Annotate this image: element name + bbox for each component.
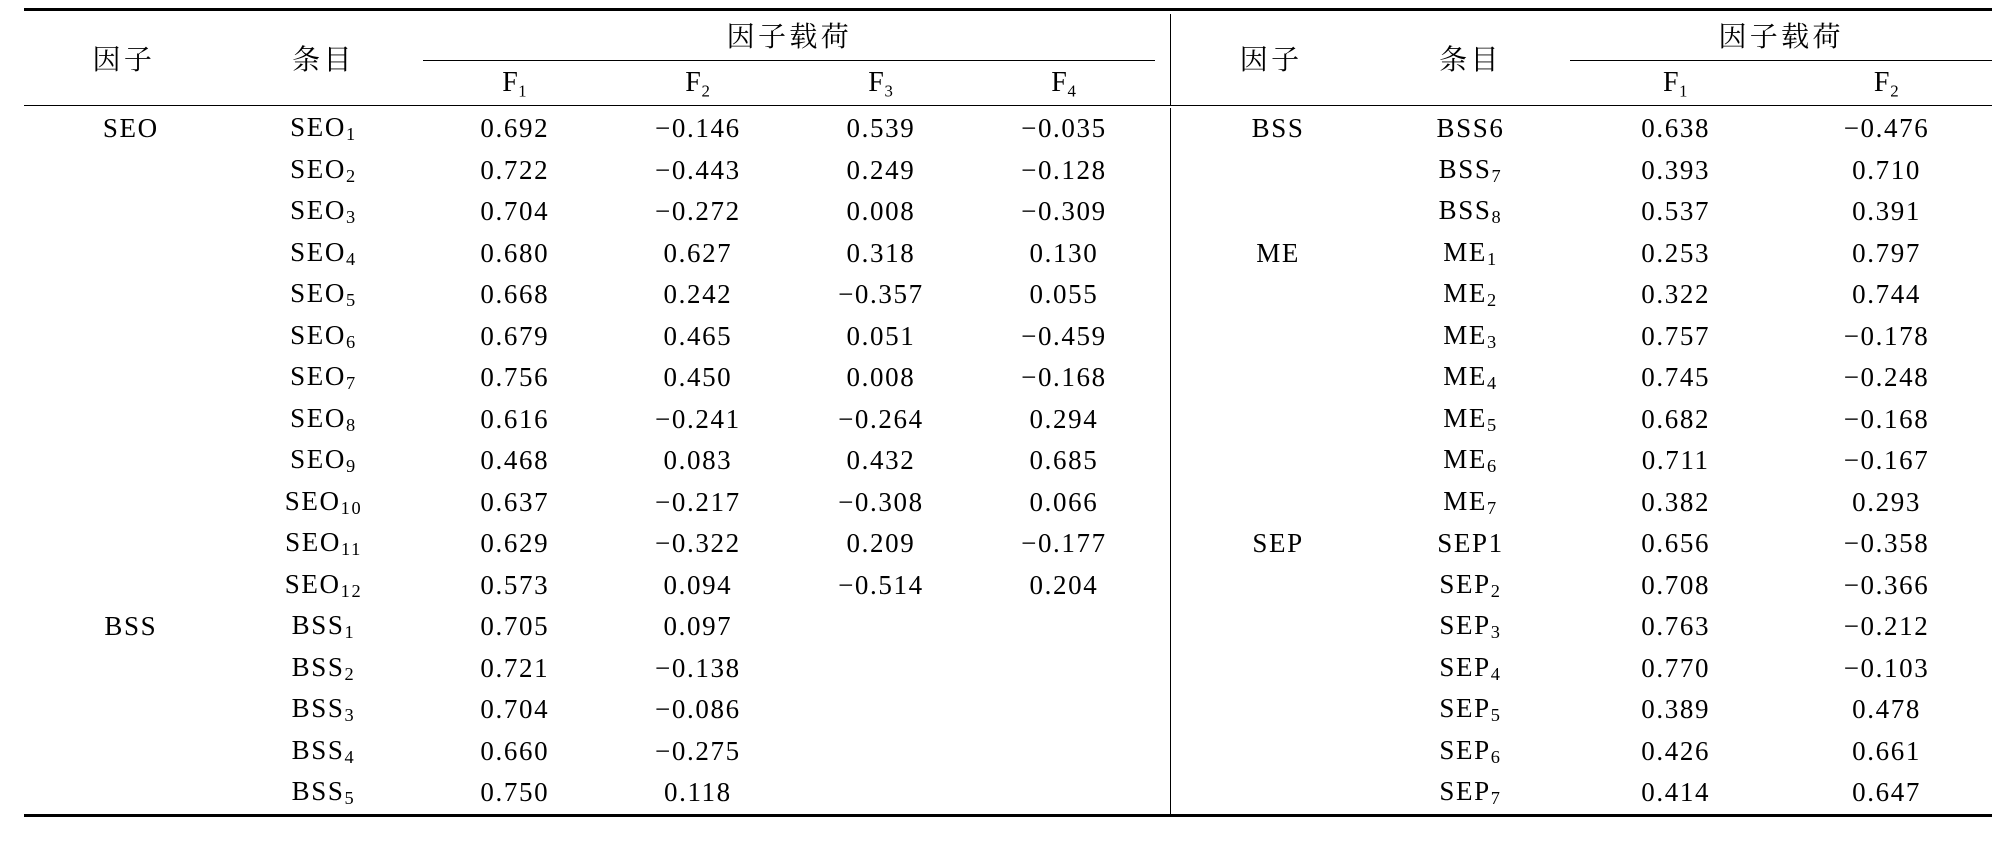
value-left-13-2	[789, 648, 972, 690]
factor-label-left-4	[24, 274, 224, 316]
item-label-left-7: $SEO_8$	[290, 402, 357, 435]
value-left-8-2: 0.432	[846, 445, 916, 476]
factor-label-left-15	[24, 731, 224, 773]
value-left-12-1: 0.097	[663, 611, 733, 642]
row-gutter	[1155, 565, 1171, 607]
value-right-13-0: 0.770	[1641, 652, 1711, 683]
item-label-left-13: $BSS_2$	[291, 651, 356, 684]
value-right-2-1: 0.391	[1852, 196, 1921, 227]
value-left-15-3	[972, 731, 1155, 773]
header-right-f1: F₁	[1663, 67, 1689, 98]
factor-label-left-14	[24, 689, 224, 731]
factor-label-left-1	[24, 150, 224, 192]
value-left-0-2: 0.539	[846, 113, 916, 144]
value-left-9-2: −0.308	[838, 486, 924, 517]
table-row	[24, 482, 1992, 524]
header-left-item: 条目	[292, 42, 355, 76]
table-row	[24, 648, 1992, 690]
factor-label-left-10	[24, 523, 224, 565]
table-row	[24, 440, 1992, 482]
header-row-primary	[24, 14, 1992, 61]
value-left-15-1: −0.275	[655, 735, 741, 766]
value-right-5-1: −0.178	[1843, 320, 1930, 351]
value-left-9-1: −0.217	[655, 486, 741, 517]
value-left-16-3	[972, 772, 1155, 815]
item-label-right-7: $ME_5$	[1443, 402, 1498, 435]
row-gutter	[1155, 606, 1171, 648]
value-left-8-0: 0.468	[480, 445, 550, 476]
value-left-14-2	[789, 689, 972, 731]
table-row	[24, 108, 1992, 150]
table-row	[24, 150, 1992, 192]
item-label-left-14: $BSS_3$	[291, 693, 356, 726]
item-label-left-8: $SEO_9$	[290, 444, 357, 477]
item-label-right-12: $SEP_3$	[1439, 610, 1502, 643]
value-left-14-1: −0.086	[655, 694, 741, 725]
value-left-6-1: 0.450	[663, 362, 733, 393]
value-left-10-0: 0.629	[480, 528, 550, 559]
value-left-5-3: −0.459	[1021, 320, 1107, 351]
factor-label-right-5	[1171, 316, 1371, 358]
item-label-left-9: $SEO_{10}$	[284, 485, 363, 518]
value-left-8-1: 0.083	[663, 445, 733, 476]
value-left-3-0: 0.680	[480, 237, 550, 268]
table-body	[24, 10, 1992, 820]
value-left-11-1: 0.094	[663, 569, 733, 600]
header-right-f2: F₂	[1873, 67, 1900, 98]
item-label-left-2: $SEO_3$	[290, 195, 357, 228]
item-label-right-4: $ME_2$	[1443, 278, 1498, 311]
header-left-f4: F₄	[1051, 67, 1077, 98]
value-right-6-1: −0.248	[1843, 362, 1930, 393]
value-right-9-0: 0.382	[1641, 486, 1711, 517]
item-label-left-15: $BSS_4$	[291, 734, 356, 767]
item-label-right-5: $ME_3$	[1443, 319, 1498, 352]
value-right-8-0: 0.711	[1641, 445, 1710, 476]
value-left-13-3	[972, 648, 1155, 690]
value-right-11-1: −0.366	[1843, 569, 1930, 600]
value-left-8-3: 0.685	[1029, 445, 1099, 476]
value-left-12-0: 0.705	[480, 611, 550, 642]
row-gutter	[1155, 689, 1171, 731]
value-left-12-3	[972, 606, 1155, 648]
value-right-16-1: 0.647	[1852, 777, 1921, 808]
factor-label-left-16	[24, 772, 224, 815]
factor-label-right-2	[1171, 191, 1371, 233]
item-label-right-6: $ME_4$	[1443, 361, 1498, 394]
value-right-7-1: −0.168	[1843, 403, 1930, 434]
value-right-10-1: −0.358	[1843, 528, 1930, 559]
value-left-7-3: 0.294	[1029, 403, 1099, 434]
factor-label-right-8	[1171, 440, 1371, 482]
value-left-7-0: 0.616	[480, 403, 550, 434]
value-right-5-0: 0.757	[1641, 320, 1711, 351]
value-right-3-1: 0.797	[1852, 237, 1921, 268]
factor-label-right-13	[1171, 648, 1371, 690]
column-gutter	[1155, 14, 1171, 106]
value-left-5-1: 0.465	[663, 320, 733, 351]
table-row	[24, 565, 1992, 607]
value-left-6-2: 0.008	[846, 362, 916, 393]
table-row	[24, 316, 1992, 358]
value-right-9-1: 0.293	[1852, 486, 1921, 517]
value-right-1-0: 0.393	[1641, 154, 1711, 185]
value-left-10-1: −0.322	[655, 528, 741, 559]
value-right-1-1: 0.710	[1852, 154, 1921, 185]
value-left-11-3: 0.204	[1029, 569, 1099, 600]
value-left-16-2	[789, 772, 972, 815]
table-row	[24, 357, 1992, 399]
value-right-10-0: 0.656	[1641, 528, 1711, 559]
factor-label-left-9	[24, 482, 224, 524]
value-left-12-2	[789, 606, 972, 648]
table-row	[24, 689, 1992, 731]
value-left-15-0: 0.660	[480, 735, 550, 766]
value-left-4-0: 0.668	[480, 279, 550, 310]
row-gutter	[1155, 191, 1171, 233]
value-right-6-0: 0.745	[1641, 362, 1711, 393]
value-right-13-1: −0.103	[1843, 652, 1930, 683]
factor-label-right-6	[1171, 357, 1371, 399]
value-left-16-1: 0.118	[663, 777, 732, 808]
factor-label-left-8	[24, 440, 224, 482]
header-left-f2: F₂	[685, 67, 711, 98]
header-right-factor: 因子	[1171, 14, 1371, 106]
factor-label-right-11	[1171, 565, 1371, 607]
value-right-12-1: −0.212	[1843, 611, 1930, 642]
factor-label-left-2	[24, 191, 224, 233]
item-label-right-13: $SEP_4$	[1439, 651, 1502, 684]
factor-label-left-12: BSS	[104, 611, 158, 642]
item-label-right-2: $BSS_8$	[1438, 195, 1503, 228]
value-left-2-1: −0.272	[655, 196, 741, 227]
value-left-9-0: 0.637	[480, 486, 550, 517]
header-right-item: 条目	[1439, 42, 1502, 76]
item-label-left-1: $SEO_2$	[290, 153, 357, 186]
value-left-15-2	[789, 731, 972, 773]
factor-label-right-12	[1171, 606, 1371, 648]
value-right-15-0: 0.426	[1641, 735, 1711, 766]
factor-label-left-0: SEO	[102, 113, 159, 144]
item-label-left-12: $BSS_1$	[291, 610, 356, 643]
value-left-5-0: 0.679	[480, 320, 550, 351]
value-left-4-1: 0.242	[663, 279, 733, 310]
value-left-11-2: −0.514	[838, 569, 924, 600]
value-left-7-1: −0.241	[655, 403, 741, 434]
factor-label-left-6	[24, 357, 224, 399]
value-left-3-3: 0.130	[1029, 237, 1099, 268]
value-left-13-1: −0.138	[655, 652, 741, 683]
value-left-4-3: 0.055	[1029, 279, 1099, 310]
value-left-1-1: −0.443	[655, 154, 741, 185]
item-label-right-9: $ME_7$	[1443, 485, 1498, 518]
value-left-4-2: −0.357	[838, 279, 924, 310]
row-gutter	[1155, 648, 1171, 690]
table-row	[24, 523, 1992, 565]
row-gutter	[1155, 274, 1171, 316]
header-right-loading-group: 因子载荷	[1570, 14, 1992, 61]
factor-label-right-16	[1171, 772, 1371, 815]
item-label-left-11: $SEO_{12}$	[284, 568, 363, 601]
value-right-14-1: 0.478	[1852, 694, 1921, 725]
table-bottom-rule	[24, 815, 1992, 820]
factor-label-left-3	[24, 233, 224, 275]
factor-label-right-15	[1171, 731, 1371, 773]
item-label-right-3: $ME_1$	[1443, 236, 1498, 269]
item-label-right-8: $ME_6$	[1443, 444, 1498, 477]
factor-label-left-11	[24, 565, 224, 607]
row-gutter	[1155, 731, 1171, 773]
factor-label-right-7	[1171, 399, 1371, 441]
row-gutter	[1155, 440, 1171, 482]
value-right-14-0: 0.389	[1641, 694, 1711, 725]
value-left-13-0: 0.721	[480, 652, 550, 683]
row-gutter	[1155, 357, 1171, 399]
row-gutter	[1155, 233, 1171, 275]
row-gutter	[1155, 482, 1171, 524]
table-row	[24, 274, 1992, 316]
table-row	[24, 731, 1992, 773]
item-label-left-5: $SEO_6$	[290, 319, 357, 352]
table-row	[24, 399, 1992, 441]
value-left-0-1: −0.146	[655, 113, 741, 144]
value-right-16-0: 0.414	[1641, 777, 1711, 808]
item-label-left-10: $SEO_{11}$	[285, 527, 362, 560]
value-right-3-0: 0.253	[1641, 237, 1711, 268]
value-left-10-3: −0.177	[1021, 528, 1107, 559]
item-label-left-16: $BSS_5$	[291, 776, 356, 809]
value-right-4-0: 0.322	[1641, 279, 1711, 310]
item-label-left-6: $SEO_7$	[290, 361, 357, 394]
item-label-right-0: BSS6	[1436, 113, 1505, 144]
value-left-1-0: 0.722	[480, 154, 550, 185]
value-right-7-0: 0.682	[1641, 403, 1711, 434]
value-left-0-0: 0.692	[480, 113, 550, 144]
value-left-9-3: 0.066	[1029, 486, 1099, 517]
value-left-14-0: 0.704	[480, 694, 550, 725]
value-right-2-0: 0.537	[1641, 196, 1711, 227]
header-left-f3: F₃	[868, 67, 894, 98]
table-row	[24, 772, 1992, 815]
item-label-right-11: $SEP_2$	[1439, 568, 1502, 601]
value-right-4-1: 0.744	[1852, 279, 1921, 310]
table-row	[24, 233, 1992, 275]
value-left-7-2: −0.264	[838, 403, 924, 434]
value-left-2-2: 0.008	[846, 196, 916, 227]
row-gutter	[1155, 150, 1171, 192]
value-left-2-3: −0.309	[1021, 196, 1107, 227]
value-right-12-0: 0.763	[1641, 611, 1711, 642]
factor-label-left-13	[24, 648, 224, 690]
row-gutter	[1155, 399, 1171, 441]
row-gutter	[1155, 772, 1171, 815]
value-left-1-3: −0.128	[1021, 154, 1107, 185]
factor-label-right-10: SEP	[1171, 523, 1371, 565]
value-left-3-2: 0.318	[846, 237, 916, 268]
item-label-left-0: $SEO_1$	[290, 112, 357, 145]
value-left-11-0: 0.573	[480, 569, 550, 600]
factor-label-left-5	[24, 316, 224, 358]
row-gutter	[1155, 108, 1171, 150]
value-right-0-1: −0.476	[1843, 113, 1930, 144]
value-left-10-2: 0.209	[846, 528, 916, 559]
factor-label-right-14	[1171, 689, 1371, 731]
item-label-right-1: $BSS_7$	[1438, 153, 1503, 186]
value-left-16-0: 0.750	[480, 777, 550, 808]
header-left-factor: 因子	[92, 42, 156, 76]
factor-label-right-0: BSS	[1171, 108, 1371, 150]
value-right-8-1: −0.167	[1843, 445, 1930, 476]
value-left-14-3	[972, 689, 1155, 731]
item-label-right-15: $SEP_6$	[1439, 734, 1502, 767]
factor-label-right-1	[1171, 150, 1371, 192]
item-label-right-10: SEP1	[1437, 528, 1504, 559]
factor-label-right-4	[1171, 274, 1371, 316]
factor-label-left-7	[24, 399, 224, 441]
row-gutter	[1155, 316, 1171, 358]
item-label-right-16: $SEP_7$	[1439, 776, 1502, 809]
table-row	[24, 606, 1992, 648]
value-left-3-1: 0.627	[663, 237, 733, 268]
factor-loading-table	[24, 8, 1992, 820]
value-left-0-3: −0.035	[1021, 113, 1107, 144]
value-left-1-2: 0.249	[846, 154, 916, 185]
header-left-f1: F₁	[502, 67, 528, 98]
factor-label-right-9	[1171, 482, 1371, 524]
item-label-right-14: $SEP_5$	[1439, 693, 1502, 726]
factor-label-right-3: ME	[1171, 233, 1371, 275]
row-gutter	[1155, 523, 1171, 565]
value-left-5-2: 0.051	[846, 320, 916, 351]
header-left-loading-group: 因子载荷	[423, 14, 1155, 61]
item-label-left-3: $SEO_4$	[290, 236, 357, 269]
table-row	[24, 191, 1992, 233]
value-right-11-0: 0.708	[1641, 569, 1711, 600]
value-left-6-3: −0.168	[1021, 362, 1107, 393]
value-left-6-0: 0.756	[480, 362, 550, 393]
value-right-0-0: 0.638	[1641, 113, 1711, 144]
value-left-2-0: 0.704	[480, 196, 550, 227]
value-right-15-1: 0.661	[1852, 735, 1921, 766]
item-label-left-4: $SEO_5$	[290, 278, 357, 311]
